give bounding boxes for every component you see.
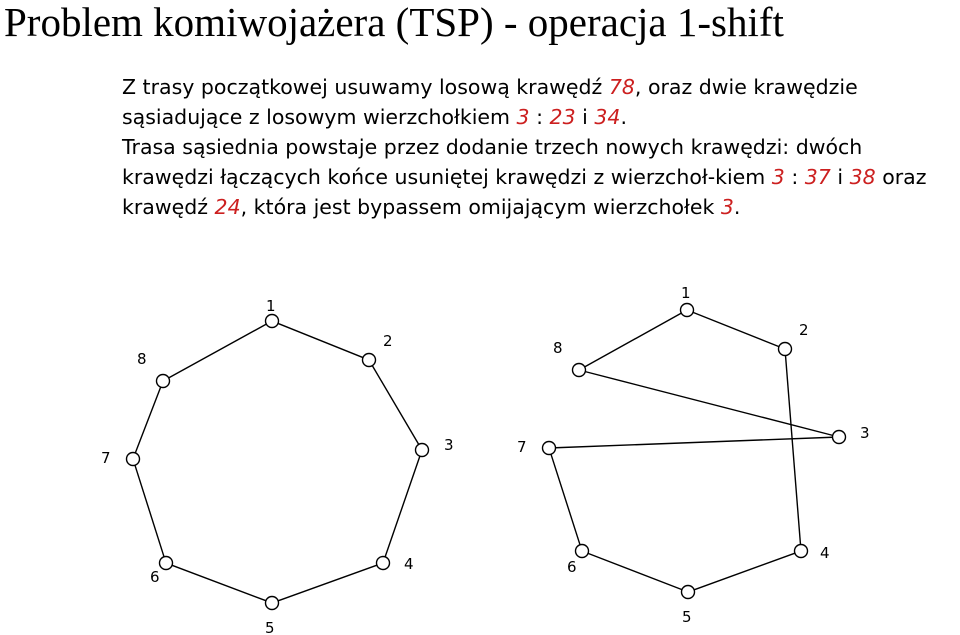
node-label-1: 1 — [681, 284, 691, 302]
edge-2-4 — [786, 355, 801, 544]
edge-new-a-label: 37 — [804, 165, 831, 189]
vertex-label: 3 — [720, 195, 734, 219]
edge-removed-label: 78 — [608, 75, 635, 99]
node-7 — [127, 453, 140, 466]
edge-5-6 — [588, 553, 682, 589]
edge-b-label: 34 — [594, 105, 621, 129]
node-8 — [573, 364, 586, 377]
node-label-4: 4 — [820, 544, 830, 562]
edge-3-8 — [585, 372, 832, 436]
slide-title: Problem komiwojażera (TSP) - operacja 1-shift — [4, 0, 784, 45]
node-label-7: 7 — [517, 438, 527, 456]
edge-3-4 — [385, 456, 420, 557]
paragraph-removal: Z trasy początkowej usuwamy losową krawędź 78, oraz dwie krawędzie sąsiadujące z losowym wierzchołkiem 3 : 23 i 34. — [122, 75, 858, 129]
node-8 — [157, 375, 170, 388]
edge-2-3 — [372, 366, 418, 445]
node-label-4: 4 — [404, 555, 414, 573]
node-6 — [576, 545, 589, 558]
graph-neighbor-route — [517, 284, 870, 626]
edge-1-2 — [278, 323, 363, 357]
node-3 — [416, 444, 429, 457]
edge-7-8 — [135, 387, 160, 453]
node-label-8: 8 — [137, 350, 147, 368]
edge-8-1 — [169, 324, 267, 378]
edge-a-label: 23 — [549, 105, 576, 129]
vertex-label: 3 — [771, 165, 785, 189]
node-label-2: 2 — [383, 332, 393, 350]
edge-new-b-label: 38 — [849, 165, 876, 189]
node-label-7: 7 — [101, 449, 111, 467]
node-label-5: 5 — [265, 619, 275, 635]
edge-7-3 — [555, 437, 832, 448]
edge-5-6 — [172, 565, 266, 600]
node-label-1: 1 — [266, 297, 276, 315]
node-label-2: 2 — [799, 321, 809, 339]
node-2 — [363, 354, 376, 367]
vertex-label: 3 — [516, 105, 530, 129]
node-5 — [682, 586, 695, 599]
node-label-6: 6 — [567, 558, 577, 576]
node-4 — [377, 557, 390, 570]
edge-4-5 — [694, 553, 795, 590]
edge-8-1 — [585, 313, 682, 367]
edge-4-5 — [278, 565, 377, 601]
edge-6-7 — [135, 465, 164, 557]
edge-1-2 — [693, 312, 779, 346]
node-6 — [160, 557, 173, 570]
graph-initial-route — [101, 297, 454, 635]
node-label-6: 6 — [150, 568, 160, 586]
node-label-3: 3 — [860, 424, 870, 442]
node-label-5: 5 — [682, 608, 692, 626]
paragraph-addition: Trasa sąsiednia powstaje przez dodanie trzech nowych krawędzi: dwóch krawędzi łączących końce usuniętej krawędzi z wierzchoł-kiem 3 : 37 i 38 oraz krawędź 24, która jest bypassem omijającym wierzchołek 3. — [122, 135, 927, 219]
node-label-8: 8 — [553, 339, 563, 357]
node-2 — [779, 343, 792, 356]
node-1 — [266, 315, 279, 328]
node-4 — [795, 545, 808, 558]
node-1 — [681, 304, 694, 317]
node-3 — [833, 431, 846, 444]
node-label-3: 3 — [444, 436, 454, 454]
node-7 — [543, 442, 556, 455]
edge-bypass-label: 24 — [214, 195, 241, 219]
edge-6-7 — [551, 454, 580, 545]
node-5 — [266, 597, 279, 610]
